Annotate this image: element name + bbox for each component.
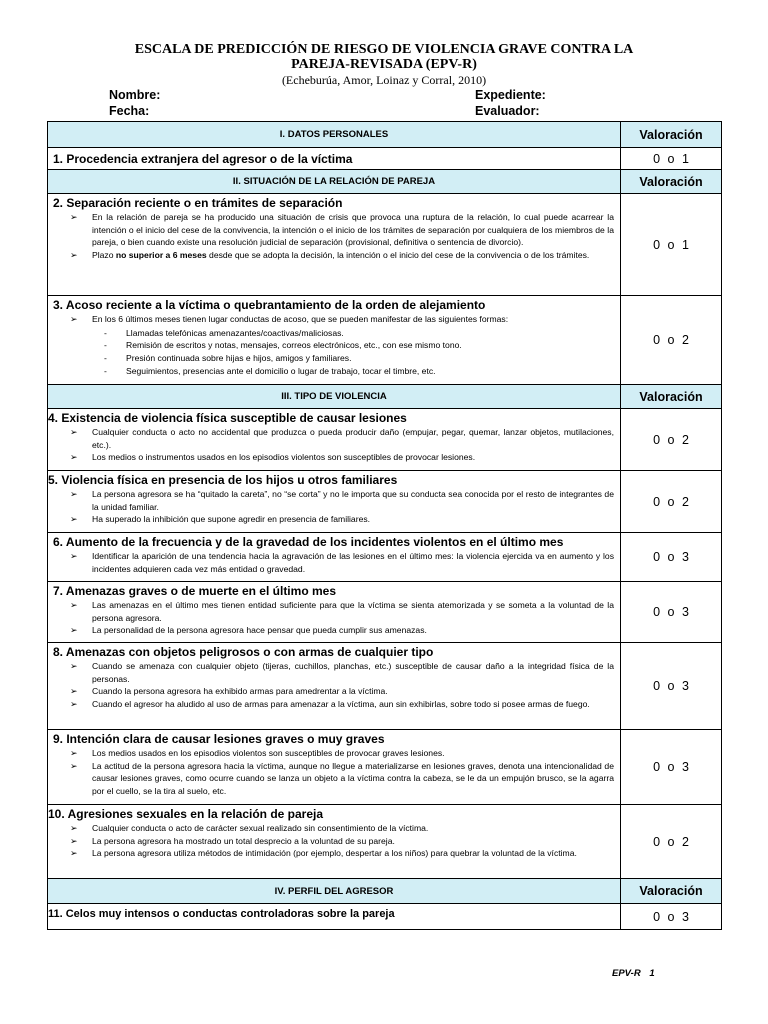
bullet-list	[48, 660, 620, 712]
bullet-list	[48, 599, 620, 638]
list-item: ➢ La persona agresora se ha “quitado la careta”, no “se corta” y no le importa que su conducta sea conocida por el resto de integrantes de la unidad familiar.	[70, 489, 614, 512]
item-row	[48, 533, 722, 582]
bullet-list	[48, 313, 620, 327]
expediente-label: Expediente:	[475, 88, 546, 102]
arrow-bullet-icon: ➢	[70, 514, 78, 525]
item-row	[48, 582, 722, 643]
dash-bullet-icon: -	[104, 353, 107, 364]
item-score: 0 o 2	[621, 471, 722, 533]
arrow-bullet-icon: ➢	[70, 625, 78, 636]
item-row	[48, 148, 722, 170]
item-title: 4. Existencia de violencia física susceptible de causar lesiones	[48, 411, 407, 425]
list-item: ➢ Los medios usados en los episodios violentos son susceptibles de provocar graves lesiones.	[70, 748, 445, 758]
arrow-bullet-icon: ➢	[70, 427, 78, 437]
item-score: 0 o 3	[621, 904, 722, 930]
item-title: 1. Procedencia extranjera del agresor o de la víctima	[53, 152, 353, 166]
list-item: - Presión continuada sobre hijas e hijos, amigos y familiares.	[104, 353, 352, 364]
item-score: 0 o 2	[621, 296, 722, 385]
valoracion-header: Valoración	[621, 385, 722, 409]
list-item: ➢ Identificar la aparición de una tendencia hacia la agravación de las lesiones en el último mes: la violencia ejercida va en aumento y los incidentes adquieren cada vez más entidad o gravedad.	[70, 551, 614, 574]
item-row	[48, 296, 722, 385]
item-score: 0 o 1	[621, 148, 722, 170]
arrow-bullet-icon: ➢	[70, 823, 78, 833]
valoracion-header: Valoración	[621, 879, 722, 904]
dash-bullet-icon: -	[104, 340, 107, 351]
item-row	[48, 194, 722, 296]
item-title: 10. Agresiones sexuales en la relación de pareja	[48, 807, 324, 821]
arrow-bullet-icon: ➢	[70, 835, 78, 846]
title-line-1: ESCALA DE PREDICCIÓN DE RIESGO DE VIOLENCIA GRAVE CONTRA LA	[134, 42, 634, 57]
list-item: ➢ La persona agresora ha mostrado un total desprecio a la voluntad de su pareja.	[70, 835, 395, 846]
item-title: 3. Acoso reciente a la víctima o quebrantamiento de la orden de alejamiento	[53, 298, 486, 312]
risk-scale-table	[47, 121, 722, 930]
item-score: 0 o 2	[621, 805, 722, 879]
bullet-list	[48, 822, 620, 861]
arrow-bullet-icon: ➢	[70, 686, 78, 697]
title-line-2: PAREJA-REVISADA (EPV-R)	[291, 57, 477, 72]
list-item: - Remisión de escritos y notas, mensajes, correos electrónicos, etc., con ese mismo tono.	[104, 340, 462, 351]
section-title: I. DATOS PERSONALES	[48, 122, 621, 148]
bullet-list	[48, 211, 620, 263]
item-score: 0 o 1	[621, 194, 722, 296]
valoracion-header: Valoración	[621, 122, 722, 148]
item-row	[48, 643, 722, 730]
item-title: 6. Aumento de la frecuencia y de la gravedad de los incidentes violentos en el último mes	[53, 535, 564, 549]
item-score: 0 o 3	[621, 582, 722, 643]
item-title: 8. Amenazas con objetos peligrosos o con armas de cualquier tipo	[53, 645, 434, 659]
dash-bullet-icon: -	[104, 327, 107, 338]
list-item: ➢ Cualquier conducta o acto no accidental que produzca o pueda producir daño (empujar, pegar, quemar, lanzar objetos, mutilaciones, etc.).	[70, 427, 614, 450]
arrow-bullet-icon: ➢	[70, 748, 78, 758]
list-item: - Seguimientos, presencias ante el domicilio o lugar de trabajo, tocar el timbre, etc.	[104, 365, 436, 376]
section-title: III. TIPO DE VIOLENCIA	[48, 385, 621, 409]
bullet-list	[48, 488, 620, 527]
item-row	[48, 805, 722, 879]
list-item: ➢ Ha superado la inhibición que supone agredir en presencia de familiares.	[70, 514, 371, 525]
item-score: 0 o 3	[621, 730, 722, 805]
arrow-bullet-icon: ➢	[70, 600, 78, 610]
arrow-bullet-icon: ➢	[70, 250, 78, 261]
list-item: - Llamadas telefónicas amenazantes/coactivas/maliciosas.	[104, 327, 344, 338]
section-title: II. SITUACIÓN DE LA RELACIÓN DE PAREJA	[48, 170, 621, 194]
bullet-list	[48, 747, 620, 799]
item-title: 11. Celos muy intensos o conductas controladoras sobre la pareja	[48, 908, 395, 920]
list-item: ➢ Plazo no superior a 6 meses desde que se adopta la decisión, la intención o el inicio del cese de la convivencia o de los trámites.	[70, 250, 590, 261]
section-header-row	[48, 879, 722, 904]
section-header-row	[48, 385, 722, 409]
arrow-bullet-icon: ➢	[70, 699, 78, 710]
item-title: 5. Violencia física en presencia de los hijos u otros familiares	[48, 473, 398, 487]
item-score: 0 o 3	[621, 643, 722, 730]
item-title: 9. Intención clara de causar lesiones graves o muy graves	[53, 732, 385, 746]
bullet-list	[48, 550, 620, 576]
page-number: 1	[649, 968, 655, 979]
list-item: ➢ En la relación de pareja se ha producido una situación de crisis que provoca una ruptura de la relación, lo cual puede acarrear la intención o el inicio del cese de la convivencia, la intención o el inicio de los trámites de separación por cualquiera de los miembros de la pareja, o bien cuando existe una resolución judicial de separación (provisional, definitiva o sentencia de divorcio).	[70, 212, 614, 248]
list-item: ➢ Cuando la persona agresora ha exhibido armas para amedrentar a la víctima.	[70, 686, 388, 697]
item-row	[48, 409, 722, 471]
page-footer	[612, 968, 655, 979]
list-item: ➢ En los 6 últimos meses tienen lugar conductas de acoso, que se pueden manifestar de las siguientes formas:	[70, 314, 509, 324]
nombre-label: Nombre:	[109, 88, 161, 102]
section-header-row	[48, 170, 722, 194]
list-item: ➢ Los medios o instrumentos usados en los episodios violentos son susceptibles de provocar lesiones.	[70, 452, 476, 463]
item-score: 0 o 3	[621, 533, 722, 582]
item-row	[48, 904, 722, 930]
bullet-list	[48, 426, 620, 465]
footer-code: EPV-R	[612, 968, 641, 979]
section-header-row	[48, 122, 722, 148]
list-item: ➢ Cuando se amenaza con cualquier objeto (tijeras, cuchillos, planchas, etc.) susceptible de causar daño a la integridad física de la personas.	[70, 661, 614, 684]
arrow-bullet-icon: ➢	[70, 212, 78, 222]
evaluador-label: Evaluador:	[475, 104, 540, 118]
item-score: 0 o 2	[621, 409, 722, 471]
item-title: 2. Separación reciente o en trámites de separación	[53, 196, 343, 210]
arrow-bullet-icon: ➢	[70, 452, 78, 463]
list-item: ➢ La persona agresora utiliza métodos de intimidación (por ejemplo, despertar a los niños) para quebrar la voluntad de la víctima.	[70, 848, 577, 859]
list-item: ➢ Cuando el agresor ha aludido al uso de armas para amenazar a la víctima, aun sin exhibirlas, sobre todo si posee armas de fuego.	[70, 699, 590, 710]
section-title: IV. PERFIL DEL AGRESOR	[48, 879, 621, 904]
list-item: ➢ Las amenazas en el último mes tienen entidad suficiente para que la víctima se sienta atemorizada y se someta a la voluntad de la persona agresora.	[70, 600, 614, 623]
arrow-bullet-icon: ➢	[70, 551, 78, 561]
arrow-bullet-icon: ➢	[70, 661, 78, 671]
valoracion-header: Valoración	[621, 170, 722, 194]
document-title	[0, 42, 768, 72]
item-title: 7. Amenazas graves o de muerte en el último mes	[53, 584, 336, 598]
item-row	[48, 730, 722, 805]
arrow-bullet-icon: ➢	[70, 848, 78, 859]
list-item: ➢ La personalidad de la persona agresora hace pensar que pueda cumplir sus amenazas.	[70, 625, 427, 636]
authors-citation: (Echeburúa, Amor, Loinaz y Corral, 2010)	[281, 73, 487, 87]
arrow-bullet-icon: ➢	[70, 489, 78, 499]
arrow-bullet-icon: ➢	[70, 760, 78, 771]
dash-list	[48, 327, 620, 378]
list-item: ➢ Cualquier conducta o acto de carácter sexual realizado sin consentimiento de la víctima.	[70, 823, 429, 833]
item-row	[48, 471, 722, 533]
fecha-label: Fecha:	[109, 104, 150, 118]
list-item: ➢ La actitud de la persona agresora hacia la víctima, aunque no llegue a materializarse en lesiones graves, denota una intencionalidad de causar lesiones graves, como ocurre cuando se lanza un objeto a la víctima contra la cabeza, se le da un empujón brusco, se la agarra por el cuello, se la tira al suelo, etc.	[70, 760, 614, 797]
arrow-bullet-icon: ➢	[70, 314, 78, 324]
dash-bullet-icon: -	[104, 365, 107, 376]
